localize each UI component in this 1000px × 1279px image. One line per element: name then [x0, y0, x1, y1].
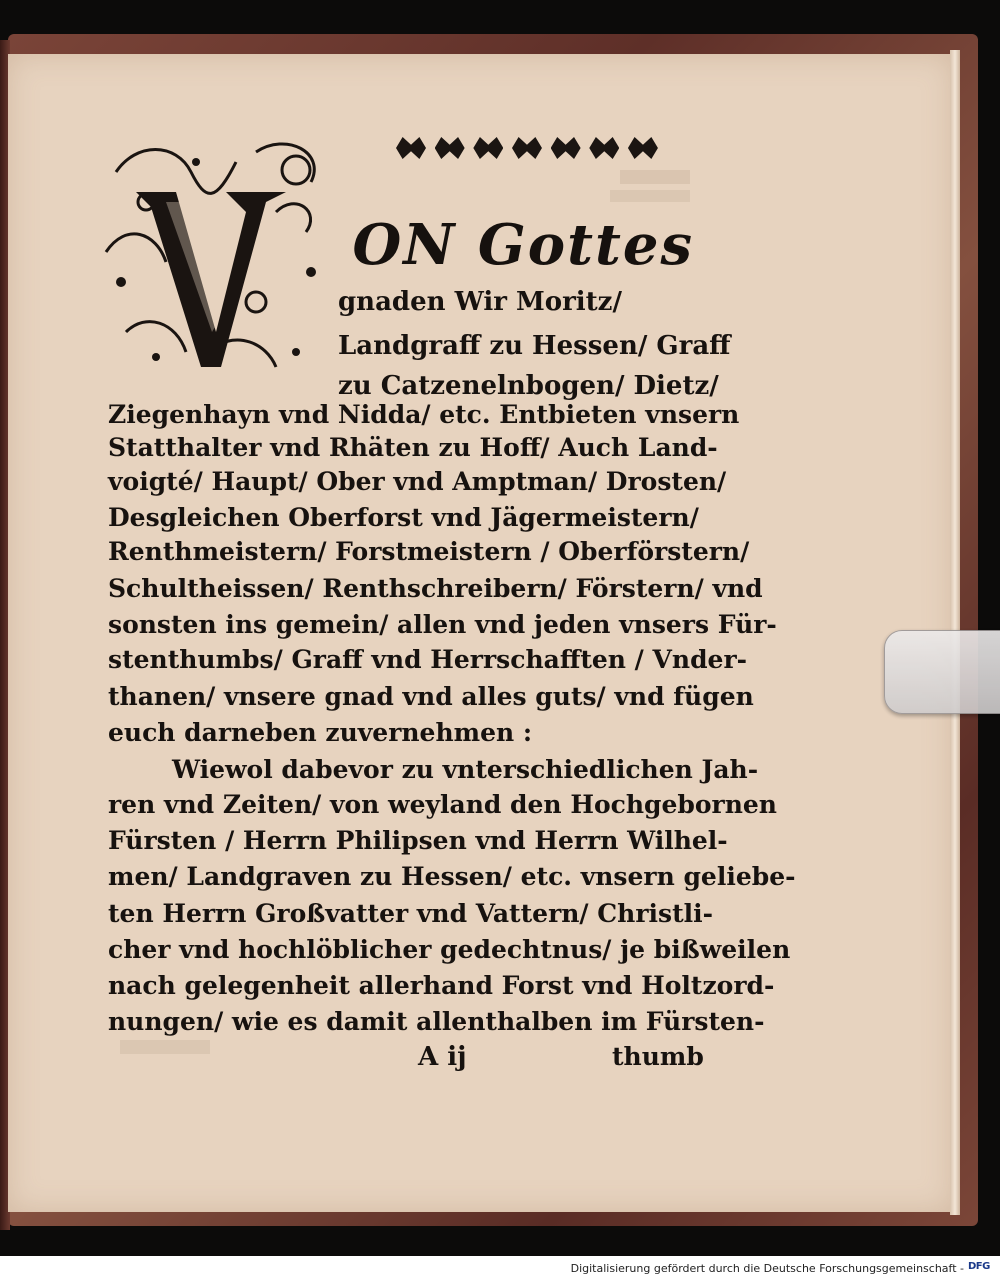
- text-line: Schultheissen/ Renthschreibern/ Förstern/ vnd: [108, 574, 763, 603]
- dfg-logo: DFG: [968, 1261, 990, 1272]
- text-line: men/ Landgraven zu Hessen/ etc. vnsern geliebe-: [108, 862, 796, 891]
- ornament-icon: [510, 133, 546, 163]
- text-line: gnaden Wir Moritz/: [338, 287, 622, 317]
- text-line: voigté/ Haupt/ Ober vnd Amptman/ Drosten/: [108, 467, 727, 496]
- text-line: cher vnd hochlöblicher gedechtnus/ je bißweilen: [108, 935, 791, 964]
- page-clip: [884, 630, 1000, 714]
- text-line: zu Catzenelnbogen/ Dietz/: [338, 371, 719, 401]
- text-line: Renthmeistern/ Forstmeistern / Oberförstern/: [108, 537, 750, 566]
- text-line: Ziegenhayn vnd Nidda/ etc. Entbieten vnsern: [108, 400, 740, 429]
- text-line: nach gelegenheit allerhand Forst vnd Holtzord-: [108, 971, 775, 1000]
- ornament-icon: [549, 133, 585, 163]
- text-line: Statthalter vnd Rhäten zu Hoff/ Auch Land-: [108, 433, 718, 462]
- bleed-through-mark: [610, 190, 690, 202]
- text-line: Landgraff zu Hessen/ Graff: [338, 331, 731, 361]
- text-line: thanen/ vnsere gnad vnd alles guts/ vnd fügen: [108, 682, 754, 711]
- text-line: Desgleichen Oberforst vnd Jägermeistern/: [108, 503, 699, 532]
- bleed-through-mark: [620, 170, 690, 184]
- text-line: stenthumbs/ Graff vnd Herrschafften / Vnder-: [108, 645, 748, 674]
- ornament-icon: [471, 133, 507, 163]
- heading: ON Gottes: [352, 212, 694, 278]
- ornament-icon: [587, 133, 623, 163]
- ornament-icon: [433, 133, 469, 163]
- bleed-through-mark: [120, 1040, 210, 1054]
- ornament-icon: [626, 133, 662, 163]
- text-line: sonsten ins gemein/ allen vnd jeden vnsers Für-: [108, 610, 777, 639]
- ornament-band: [394, 130, 662, 166]
- text-line: ren vnd Zeiten/ von weyland den Hochgebornen: [108, 790, 777, 819]
- text-line: ten Herrn Großvatter vnd Vattern/ Christli-: [108, 899, 713, 928]
- decorated-initial-icon: [96, 132, 334, 380]
- catchword: thumb: [612, 1042, 704, 1071]
- footer-credit: Digitalisierung gefördert durch die Deutsche Forschungsgemeinschaft -: [570, 1262, 964, 1275]
- ornament-icon: [394, 133, 430, 163]
- text-line: Wiewol dabevor zu vnterschiedlichen Jah-: [172, 755, 759, 784]
- signature-mark: A ij: [418, 1042, 467, 1072]
- text-line: euch darneben zuvernehmen :: [108, 718, 533, 747]
- text-line: Fürsten / Herrn Philipsen vnd Herrn Wilhel-: [108, 826, 728, 855]
- text-line: nungen/ wie es damit allenthalben im Fürsten-: [108, 1007, 765, 1036]
